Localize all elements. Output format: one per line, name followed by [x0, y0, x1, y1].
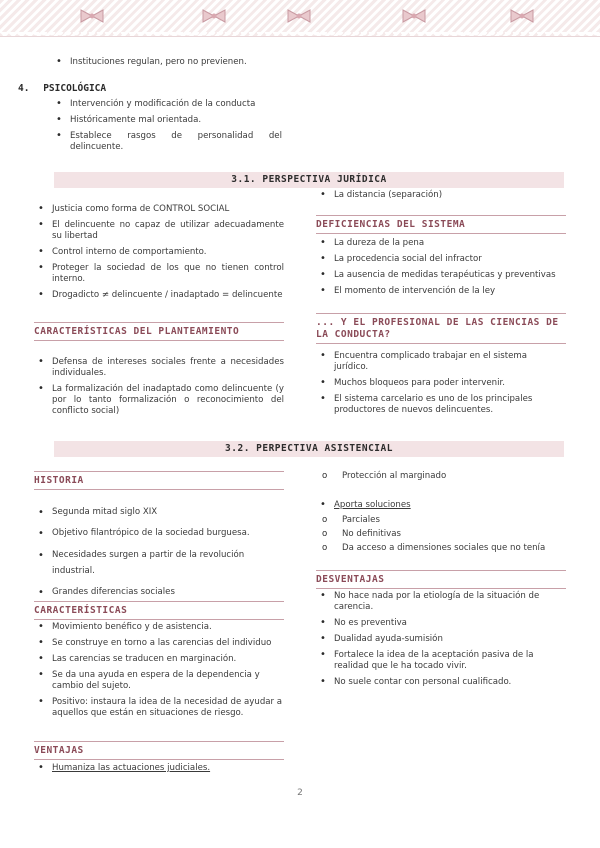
caract-planteamiento-list — [34, 357, 284, 422]
list-item: • No suele contar con personal cualificado. — [316, 677, 548, 688]
list-item: o Protección al marginado — [316, 471, 566, 482]
list-item: • Establece rasgos de personalidad del delincuente. — [52, 131, 282, 153]
list-item: • Se construye en torno a las carencias del individuo — [34, 638, 284, 649]
caracteristicas-list — [34, 622, 284, 724]
list-item: • La procedencia social del infractor — [316, 254, 568, 265]
caracteristicas-heading: CARACTERÍSTICAS — [34, 601, 284, 620]
list-item: • Históricamente mal orientada. — [52, 115, 282, 126]
list-item: • Control interno de comportamiento. — [34, 247, 284, 258]
list-item: • Justicia como forma de CONTROL SOCIAL — [34, 204, 284, 215]
bow-icon — [78, 8, 106, 24]
list-item: • El sistema carcelario es uno de los principales productores de nuevos delincuentes. — [316, 394, 546, 416]
psico-title: PSICOLÓGICA — [43, 83, 107, 94]
bow-icon — [400, 8, 428, 24]
aporta-list — [316, 500, 566, 516]
list-item: • La formalización del inadaptado como delincuente (y por lo tanto formalización o reconocimiento del conflicto social) — [34, 384, 284, 417]
list-item: • Grandes diferencias sociales — [34, 584, 274, 600]
bow-icon — [285, 8, 313, 24]
caract-planteamiento-heading: CARACTERÍSTICAS DEL PLANTEAMIENTO — [34, 322, 284, 341]
ventajas-list — [34, 763, 284, 779]
list-item: • El delincuente no capaz de utilizar adecuadamente su libertad — [34, 220, 284, 242]
historia-list — [34, 504, 274, 606]
deficiencias-list — [316, 238, 568, 302]
list-item: • La distancia (separación) — [316, 190, 566, 201]
psico-heading — [18, 83, 106, 95]
list-item: • Drogadicto ≠ delincuente / inadaptado = delincuente — [34, 290, 284, 301]
juridica-right-list — [316, 190, 566, 206]
list-item: • Las carencias se traducen en marginación. — [34, 654, 284, 665]
desventajas-heading: DESVENTAJAS — [316, 570, 566, 589]
list-item: • Aporta soluciones — [316, 500, 566, 511]
desventajas-list — [316, 591, 548, 693]
list-item: • Humaniza las actuaciones judiciales. — [34, 763, 284, 774]
psico-number: 4. — [18, 83, 30, 94]
section-3-1-title: 3.1. PERSPECTIVA JURÍDICA — [54, 172, 564, 188]
carryover-list — [52, 57, 292, 73]
list-item: • Se da una ayuda en espera de la dependencia y cambio del sujeto. — [34, 670, 284, 692]
list-item: • Encuentra complicado trabajar en el sistema jurídico. — [316, 351, 546, 373]
list-item: • Segunda mitad siglo XIX — [34, 504, 274, 520]
section-3-2-title: 3.2. PERPECTIVA ASISTENCIAL — [54, 441, 564, 457]
list-item: • No hace nada por la etiología de la situación de carencia. — [316, 591, 548, 613]
list-item: • El momento de intervención de la ley — [316, 286, 568, 297]
list-item: • Dualidad ayuda-sumisión — [316, 634, 548, 645]
asistencial-right-sublist — [316, 471, 566, 485]
bow-icon — [200, 8, 228, 24]
list-item: o No definitivas — [316, 529, 576, 540]
list-item: • La dureza de la pena — [316, 238, 568, 249]
list-item: • Objetivo filantrópico de la sociedad burguesa. — [34, 525, 274, 541]
list-item: o Parciales — [316, 515, 576, 526]
lace-border — [0, 32, 600, 40]
psico-list — [52, 99, 282, 158]
list-item: • Positivo: instaura la idea de la necesidad de ayudar a aquellos que están en situaciones de riesgo. — [34, 697, 284, 719]
list-item: • La ausencia de medidas terapéuticas y preventivas — [316, 270, 568, 281]
list-item: o Da acceso a dimensiones sociales que no tenía — [316, 543, 576, 554]
list-item: • Fortalece la idea de la aceptación pasiva de la realidad que le ha tocado vivir. — [316, 650, 548, 672]
bow-icon — [508, 8, 536, 24]
list-item: • No es preventiva — [316, 618, 548, 629]
list-item: • Muchos bloqueos para poder intervenir. — [316, 378, 546, 389]
ventajas-heading: VENTAJAS — [34, 741, 284, 760]
profesional-list — [316, 351, 546, 421]
historia-heading: HISTORIA — [34, 471, 284, 490]
list-item: • Intervención y modificación de la conducta — [52, 99, 282, 110]
profesional-heading: ... Y EL PROFESIONAL DE LAS CIENCIAS DE LA CONDUCTA? — [316, 313, 566, 344]
page-number: 2 — [297, 788, 303, 798]
juridica-list — [34, 204, 284, 306]
list-item: • Necesidades surgen a partir de la revolución industrial. — [34, 547, 274, 580]
list-item: • Movimiento benéfico y de asistencia. — [34, 622, 284, 633]
list-item: • Defensa de intereses sociales frente a necesidades individuales. — [34, 357, 284, 379]
header-banner — [0, 0, 600, 37]
aporta-sublist — [316, 515, 576, 557]
list-item: • Instituciones regulan, pero no previenen. — [52, 57, 292, 68]
list-item: • Proteger la sociedad de los que no tienen control interno. — [34, 263, 284, 285]
deficiencias-heading: DEFICIENCIAS DEL SISTEMA — [316, 215, 566, 234]
